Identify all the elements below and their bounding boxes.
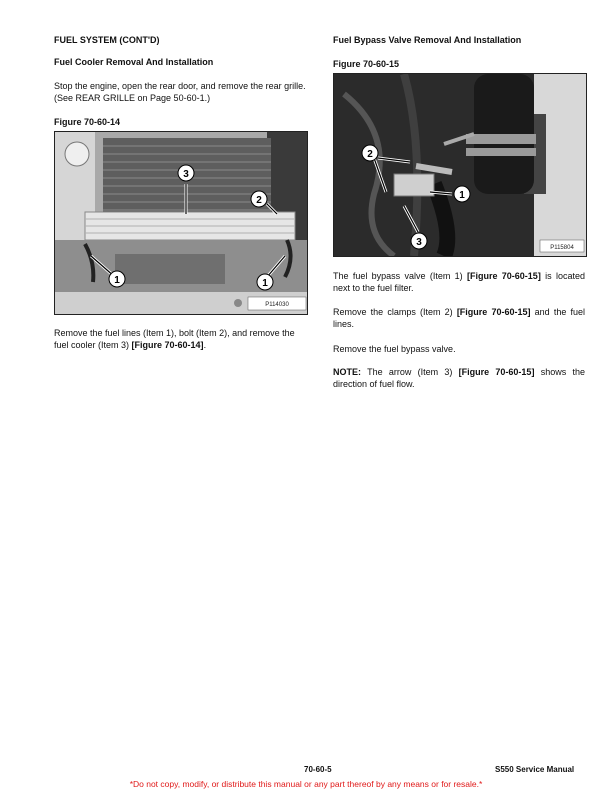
manual-title: S550 Service Manual xyxy=(495,765,575,774)
callout-1 xyxy=(454,186,470,202)
figure-70-60-15-photo xyxy=(333,73,587,257)
fuel-cooler-step-ref: [Figure 70-60-14] xyxy=(131,340,204,351)
p1-text-a: The fuel bypass valve (Item 1) xyxy=(333,271,467,281)
figure-70-60-14-photo xyxy=(54,131,308,315)
callout-2-label: 2 xyxy=(367,149,373,160)
note-ref: [Figure 70-60-15] xyxy=(458,367,535,377)
callout-2 xyxy=(251,191,267,207)
bypass-valve-location xyxy=(333,270,585,294)
p1-ref: [Figure 70-60-15] xyxy=(466,271,541,281)
fuel-cooler-step xyxy=(54,327,310,351)
figure-70-60-14-code: P114030 xyxy=(265,302,289,308)
p1-text-b: is located next to the fuel filter. xyxy=(333,271,585,294)
callout-1-right-label: 1 xyxy=(262,278,268,289)
remove-clamps-step xyxy=(333,306,585,330)
callout-3 xyxy=(178,165,194,181)
figure-70-60-15-label: Figure 70-60-15 xyxy=(333,59,400,69)
callout-3 xyxy=(411,233,427,249)
copyright-notice: *Do not copy, modify, or distribute this manual or any part thereof by any means or for resale.* xyxy=(129,779,483,789)
callout-2-label: 2 xyxy=(256,195,262,206)
note-text-a: The arrow (Item 3) xyxy=(361,367,459,377)
figure-70-60-15-code: P115804 xyxy=(550,245,574,251)
figure-70-60-14-label: Figure 70-60-14 xyxy=(54,117,121,127)
p2-text-b: and the fuel lines. xyxy=(333,307,585,330)
p2-ref: [Figure 70-60-15] xyxy=(456,307,531,317)
callout-3-label: 3 xyxy=(416,237,422,248)
bypass-valve-heading: Fuel Bypass Valve Removal And Installation xyxy=(333,35,522,45)
section-title: FUEL SYSTEM (CONT'D) xyxy=(54,35,160,45)
note-paragraph xyxy=(333,366,585,390)
fuel-cooler-intro: Stop the engine, open the rear door, and remove the rear grille. (See REAR GRILLE on Page 50-60-1.) xyxy=(54,81,306,104)
callout-1-right xyxy=(257,274,273,290)
callout-2 xyxy=(362,145,378,161)
callout-3-label: 3 xyxy=(183,169,189,180)
callout-1-left xyxy=(109,271,125,287)
bobcat-logo-icon xyxy=(234,299,242,307)
callout-1-label: 1 xyxy=(459,190,465,201)
p2-text-a: Remove the clamps (Item 2) xyxy=(333,307,457,317)
fuel-cooler-step-end: . xyxy=(203,340,207,351)
fuel-cooler-heading: Fuel Cooler Removal And Installation xyxy=(54,57,214,67)
note-text-b: shows the direction of fuel flow. xyxy=(333,367,585,390)
fuel-cooler-step-text: Remove the fuel lines (Item 1), bolt (Item 2), and remove the fuel cooler (Item 3) xyxy=(54,328,295,351)
remove-valve-step: Remove the fuel bypass valve. xyxy=(333,344,456,354)
callout-1-left-label: 1 xyxy=(114,275,120,286)
note-label: NOTE: xyxy=(333,367,361,377)
page-number: 70-60-5 xyxy=(304,765,332,774)
